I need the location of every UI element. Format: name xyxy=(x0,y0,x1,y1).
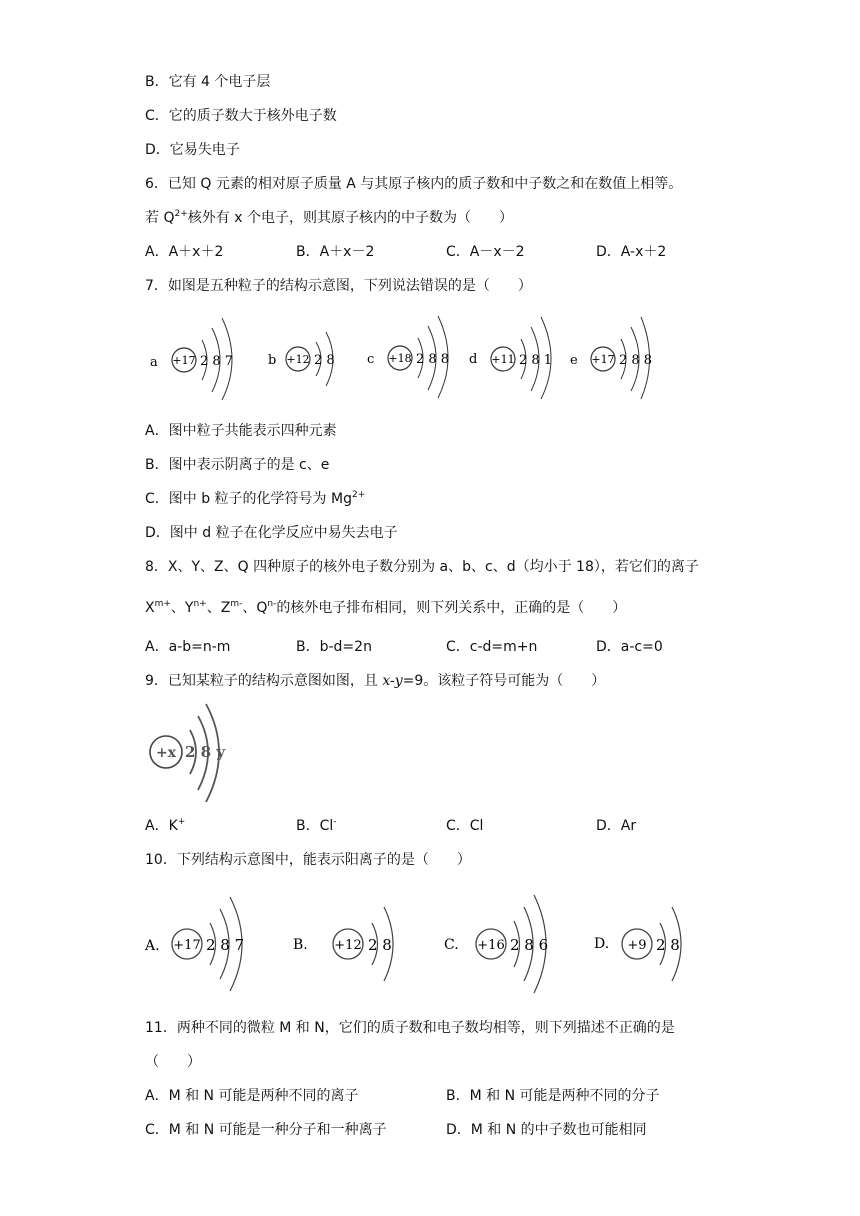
q10-shells: 2 8 xyxy=(656,936,680,954)
q10-diagram-label: D. xyxy=(594,936,610,952)
q6-stem-line1: 6．已知 Q 元素的相对原子质量 A 与其原子核内的质子数和中子数之和在数值上相等。 xyxy=(145,176,683,192)
q7-nucleus: +12 xyxy=(286,353,310,366)
q7-option-c: C．图中 b 粒子的化学符号为 $Mg^{2+}$ xyxy=(145,490,366,507)
q9-option-c: C．Cl xyxy=(446,818,484,834)
q10-shells: 2 8 7 xyxy=(206,936,245,954)
q10-diagram-c xyxy=(444,895,548,993)
q7-diagram-d xyxy=(469,317,552,399)
q7-diagram-e xyxy=(570,317,652,399)
q7-shells: 2 8 8 xyxy=(619,353,653,368)
q7-diagram-c xyxy=(367,316,449,398)
q7-option-a: A．图中粒子共能表示四种元素 xyxy=(145,423,337,439)
q8-option-c: C．c-d=m+n xyxy=(446,639,538,655)
q7-diagram-label: c xyxy=(367,352,375,367)
q10-nucleus: +17 xyxy=(173,938,201,953)
q7-nucleus: +17 xyxy=(591,353,615,366)
q7-diagram-a xyxy=(150,318,233,400)
q8-option-d: D．a-c=0 xyxy=(596,639,663,655)
q7-nucleus: +11 xyxy=(491,353,515,366)
q7-nucleus: +18 xyxy=(388,352,412,365)
q8-option-a: A．a-b=n-m xyxy=(145,639,231,655)
q9-shells: 2 8 y xyxy=(185,743,226,761)
q10-diagram-label: B. xyxy=(293,937,308,953)
q5-option-b: B．它有 4 个电子层 xyxy=(145,74,271,90)
q10-shells: 2 8 xyxy=(368,936,392,954)
q7-shells: 2 8 8 xyxy=(416,352,450,367)
q10-shells: 2 8 6 xyxy=(510,936,549,954)
q7-diagram-label: e xyxy=(570,353,578,368)
q7-shells: 2 8 xyxy=(314,353,335,368)
q5-option-c: C．它的质子数大于核外电子数 xyxy=(145,108,337,124)
q7-shells: 2 8 7 xyxy=(200,354,234,369)
q9-diagram xyxy=(140,700,240,805)
q9-option-d: D．Ar xyxy=(596,818,637,834)
q10-nucleus: +12 xyxy=(334,938,362,953)
q11-option-c: C．M 和 N 可能是一种分子和一种离子 xyxy=(145,1122,387,1138)
q10-nucleus: +16 xyxy=(477,938,505,953)
q10-diagram-label: C. xyxy=(444,937,459,953)
q10-diagram-label: A. xyxy=(145,938,160,954)
q11-stem-line1: 11．两种不同的微粒 M 和 N，它们的质子数和电子数均相等，则下列描述不正确的是 xyxy=(145,1020,675,1036)
q9-nucleus: +x xyxy=(155,745,177,761)
q6-option-d: D．A-x＋2 xyxy=(596,244,667,260)
q10-diagram-d xyxy=(594,907,681,981)
q7-option-b: B．图中表示阴离子的是 c、e xyxy=(145,457,330,473)
q7-diagram-label: a xyxy=(150,355,158,370)
q9-option-a: A．K+ xyxy=(145,817,186,834)
q8-stem-line2: $X^{m+}$、$Y^{n+}$、$Z^{m-}$、$Q^{n-}$的核外电子排布相同，则下列关系中，正确的是（ ） xyxy=(145,599,627,616)
q7-diagram-label: d xyxy=(469,352,478,367)
q7-option-d: D．图中 d 粒子在化学反应中易失去电子 xyxy=(145,525,398,541)
q6-stem-line2: 若 $Q^{2+}$核外有 x 个电子，则其原子核内的中子数为（ ） xyxy=(145,209,513,226)
q7-diagrams xyxy=(140,310,660,402)
q7-stem: 7．如图是五种粒子的结构示意图，下列说法错误的是（ ） xyxy=(145,278,532,294)
q8-stem-line1: 8．X、Y、Z、Q 四种原子的核外电子数分别为 a、b、c、d（均小于 18），若它们的离子 xyxy=(145,559,699,575)
q5-option-d: D．它易失电子 xyxy=(145,142,240,158)
q11-option-b: B．M 和 N 可能是两种不同的分子 xyxy=(446,1088,660,1104)
q6-option-b: B．A＋x－2 xyxy=(296,244,375,260)
q10-diagrams xyxy=(140,885,720,995)
q10-diagram-a xyxy=(144,897,244,991)
q7-diagram-label: b xyxy=(268,353,277,368)
q8-option-b: B．b-d=2n xyxy=(296,639,372,655)
q6-option-c: C．A－x－2 xyxy=(446,244,525,260)
q7-shells: 2 8 1 xyxy=(519,353,553,368)
q9-option-b: B．Cl- xyxy=(296,817,337,834)
q10-stem: 10．下列结构示意图中，能表示阳离子的是（ ） xyxy=(145,852,471,868)
q10-diagram-b xyxy=(293,907,393,981)
q6-option-a: A．A＋x＋2 xyxy=(145,244,224,260)
q11-stem-line2: （ ） xyxy=(145,1054,201,1070)
q9-stem: 9．已知某粒子的结构示意图如图，且 x-y=9。该粒子符号可能为（ ） xyxy=(145,673,606,689)
q7-diagram-b xyxy=(268,332,335,386)
q7-nucleus: +17 xyxy=(172,354,196,367)
q10-nucleus: +9 xyxy=(627,938,647,953)
q11-option-a: A．M 和 N 可能是两种不同的离子 xyxy=(145,1088,359,1104)
q11-option-d: D．M 和 N 的中子数也可能相同 xyxy=(446,1122,647,1138)
